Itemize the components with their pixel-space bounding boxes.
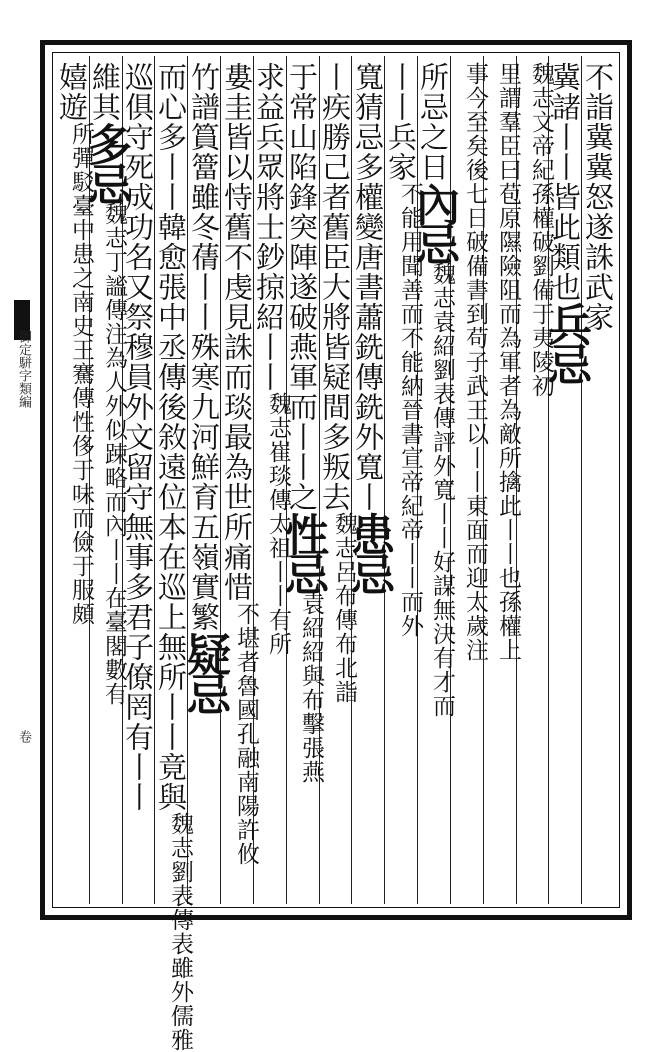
- annotation: 魏志袁紹劉表傳評外寬丨丨好謀無決有才而: [429, 262, 455, 718]
- annotation: 里謂羣臣曰苞原隰險阻而為軍者為敵所擒此丨丨也孫權上: [495, 62, 521, 662]
- annotation: 不堪者魯國孔融南陽許攸: [233, 602, 259, 866]
- main-text: 冀諸丨丨皆此類也: [548, 62, 582, 302]
- annotation: 魏志丁謐傳注為人外似踈略而內丨丨在臺閣數有: [101, 202, 127, 706]
- section-heading: 疑忌: [179, 632, 230, 712]
- annotation: 袁紹紹與布擊張燕: [298, 592, 324, 784]
- main-text: 所忌之日: [416, 62, 450, 182]
- annotation: 不能用聞善而不能納晉書宣帝紀帝丨丨而外: [397, 182, 423, 638]
- main-text: 巡俱守死成功名又祭穆員外文留守無事多君子僚罔有丨丨: [121, 62, 155, 812]
- section-heading: 多忌: [80, 122, 131, 202]
- main-text: 不詣冀冀怒遂誅武家: [581, 62, 615, 332]
- main-text: 婁圭皆以恃舊不虔見誅而琰最為世所痛惜: [220, 62, 254, 602]
- annotation: 魏志劉表傳表雖外儒雅: [167, 812, 193, 1052]
- section-heading: 性忌: [277, 512, 328, 592]
- main-text: 丨疾勝己者舊臣大將皆疑間多叛去: [318, 62, 352, 512]
- section-heading: 患忌: [343, 512, 394, 592]
- annotation: 所彈駁臺中患之南史王騫傳性侈于味而儉于服頗: [68, 122, 94, 626]
- main-text: 丨丨兵家: [384, 62, 418, 182]
- annotation: 魏志文帝紀孫權破劉備于夷陵初: [528, 62, 554, 398]
- annotation: 魏志呂布傳布北詣: [331, 512, 357, 704]
- margin-label: 御定駢字類編: [16, 330, 31, 408]
- main-text: 而心多丨丨韓愈張中丞傳後敘遠位本在巡上無所丨丨竟與: [154, 62, 188, 812]
- margin-folio: 卷: [16, 730, 31, 743]
- main-text: 寬猜忌多權變唐書蕭銑傳銑外寬丨: [351, 62, 385, 512]
- main-text: 嬉遊: [55, 62, 89, 122]
- main-text: 維其: [88, 62, 122, 122]
- main-text: 竹譜篔簹雖冬蒨丨丨殊寒九河鮮育五嶺實繁: [187, 62, 221, 632]
- section-heading: 兵忌: [540, 302, 591, 382]
- main-text: 求益兵眾將士鈔掠紹丨丨: [252, 62, 286, 392]
- annotation: 魏志崔琰傳太祖丨丨有所: [265, 392, 291, 656]
- section-heading: 內忌: [408, 182, 459, 262]
- text-column: [52, 62, 92, 900]
- annotation: 事今至矣後七日破備書到苟子武王以丨丨東面而迎太歲注: [462, 62, 488, 662]
- main-text: 于常山陷鋒突陣遂破燕軍而丨丨之: [285, 62, 319, 512]
